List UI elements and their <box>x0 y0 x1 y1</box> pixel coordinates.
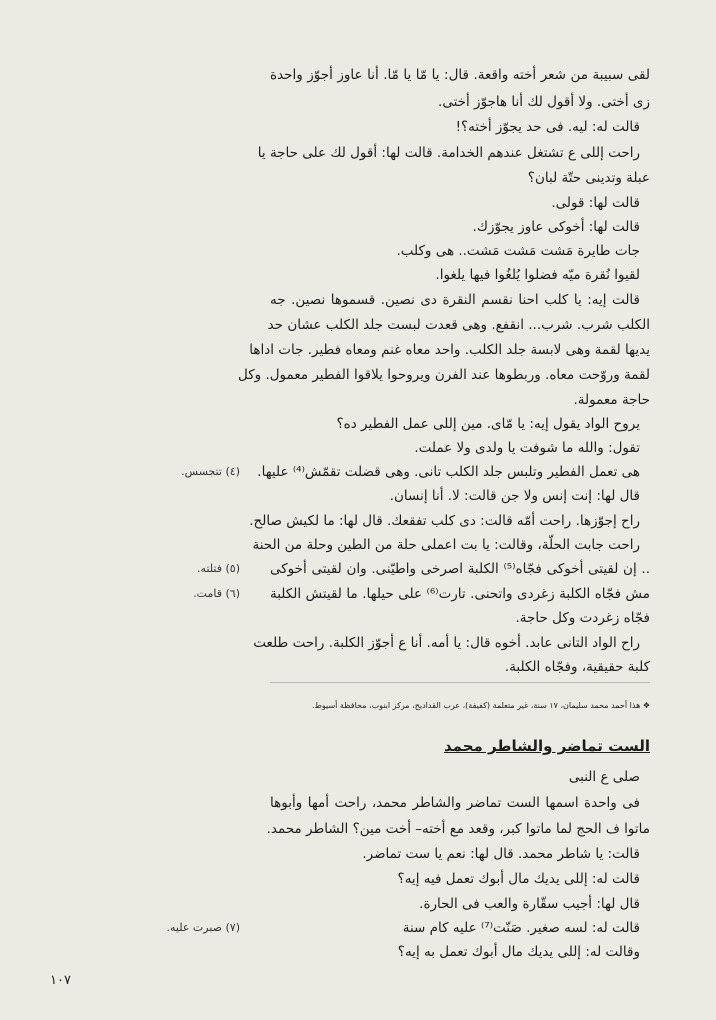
footnote-5: (٥) فتلته. <box>197 562 240 575</box>
text-line: قالت له: لسه صغير. صَنّت⁽⁷⁾ عليه كام سنة <box>402 920 640 936</box>
text-line: زى أختى. ولا أقول لك أنا هاجوّز أختى. <box>438 94 650 110</box>
text-line: الكلب شرب. شرب... انقفع. وهى قعدت لبست جلد الكلب عشان حد <box>267 317 650 333</box>
footnote-4: (٤) تتجسس. <box>181 465 240 478</box>
text-line: لقمة وروّحت معاه. وربطوها عند الفرن ويروحوا يلاقوا الفطير معمول. وكل <box>237 367 650 383</box>
text-line: راح إجوّزها. راحت أمّه قالت: دى كلب تفقعك. قال لها: ما لكيش صالح. <box>249 513 640 529</box>
footnote-6: (٦) قامت. <box>193 587 240 600</box>
text-line: هى تعمل الفطير وتلبس جلد الكلب تانى. وهى قضلت تقمّش⁽⁴⁾ عليها. <box>257 464 640 480</box>
text-line: راحت إللى ع تشتغل عندهم الخدامة. قالت لها: أقول لك على حاجة يا <box>257 145 640 161</box>
text-line: تقول: والله ما شوفت يا ولدى ولا عملت. <box>414 440 640 456</box>
text-line: ماتوا ف الحج لما ماتوا كبر، وقعد مع أخته– أخت مين؟ الشاطر محمد. <box>266 821 650 837</box>
text-line: قالت له: ليه. فى حد يجوّز أخته؟! <box>455 119 640 135</box>
text-line: عبلة وتدينى حتّة لبان؟ <box>527 170 650 186</box>
text-line: لقى سبيبة من شعر أخته واقعة. قال: يا مّا يا مّا. أنا عاوز أجوّز واحدة <box>270 67 650 83</box>
text-line: وقالت له: إللى يديك مال أبوك تعمل به إيه؟ <box>397 944 640 960</box>
text-line: فجّاه زغردت وكل حاجة. <box>515 610 650 626</box>
text-line: قال لها: أجيب سقّارة والعب فى الحارة. <box>419 896 640 912</box>
story-title: الست تماضر والشاطر محمد <box>443 737 650 755</box>
page-number: ١٠٧ <box>50 973 71 988</box>
text-line: قالت لها: أخوكى عاوز يجوّزك. <box>472 219 640 235</box>
text-line: يديها لقمة وهى لابسة جلد الكلب. واحد معاه غنم ومعاه فطير. جات اداها <box>249 342 650 358</box>
text-line: قالت إيه: يا كلب احنا نقسم النقرة دى نصين. قسموها نصين. جه <box>270 292 640 308</box>
text-line: كلبة حقيقية، وفجّاه الكلبة. <box>504 659 650 675</box>
text-line: يروح الواد يقول إيه: يا مّاى. مين إللى عمل الفطير ده؟ <box>336 416 640 432</box>
text-line: مش فجّاه الكلبة زغردى واتحنى. تارت⁽⁶⁾ على حيلها. ما لقيتش الكلبة <box>270 586 650 602</box>
text-line: قالت: يا شاطر محمد. قال لها: نعم يا ست تماضر. <box>362 846 640 862</box>
text-line: قالت لها: قولى. <box>551 195 640 211</box>
text-line: لقيوا نُقرة ميّه فضلوا يُلغُوا فيها يلغوا. <box>435 267 640 283</box>
text-line: .. إن لقيتى أخوكى فجّاه⁽⁵⁾ الكلبة اصرخى واطيّنى. وان لقيتى أخوكى <box>270 561 650 577</box>
source-note: ❖ هذا أحمد محمد سليمان، ١٧ سنة، غير متعلمة (كفيفة)، عرب القداديح، مركز ابنوب، محافظة أسيوط. <box>311 701 650 710</box>
text-line: صلى ع النبى <box>568 769 640 785</box>
text-line: حاجة معمولة. <box>573 392 650 408</box>
text-line: قال لها: إنت إنس ولا جن قالت: لا. أنا إنسان. <box>389 488 640 504</box>
text-line: قالت له: إللى يديك مال أبوك تعمل فيه إيه؟ <box>397 871 640 887</box>
text-line: فى واحدة اسمها الست تماضر والشاطر محمد، راحت أمها وأبوها <box>270 795 640 811</box>
text-line: جات طايرة مَشت مَشت مَشت.. هى وكلب. <box>396 243 640 259</box>
footnote-7: (٧) صبرت عليه. <box>166 921 240 934</box>
text-line: راحت جابت الحلّة، وقالت: يا بت اعملى حلة من الطين وحلة من الحنة <box>252 537 640 553</box>
text-line: راح الواد التانى عابد. أخوه قال: يا أمه. أنا ع أجوّز الكلبة. راحت طلعت <box>253 635 640 651</box>
separator-rule <box>270 682 650 683</box>
